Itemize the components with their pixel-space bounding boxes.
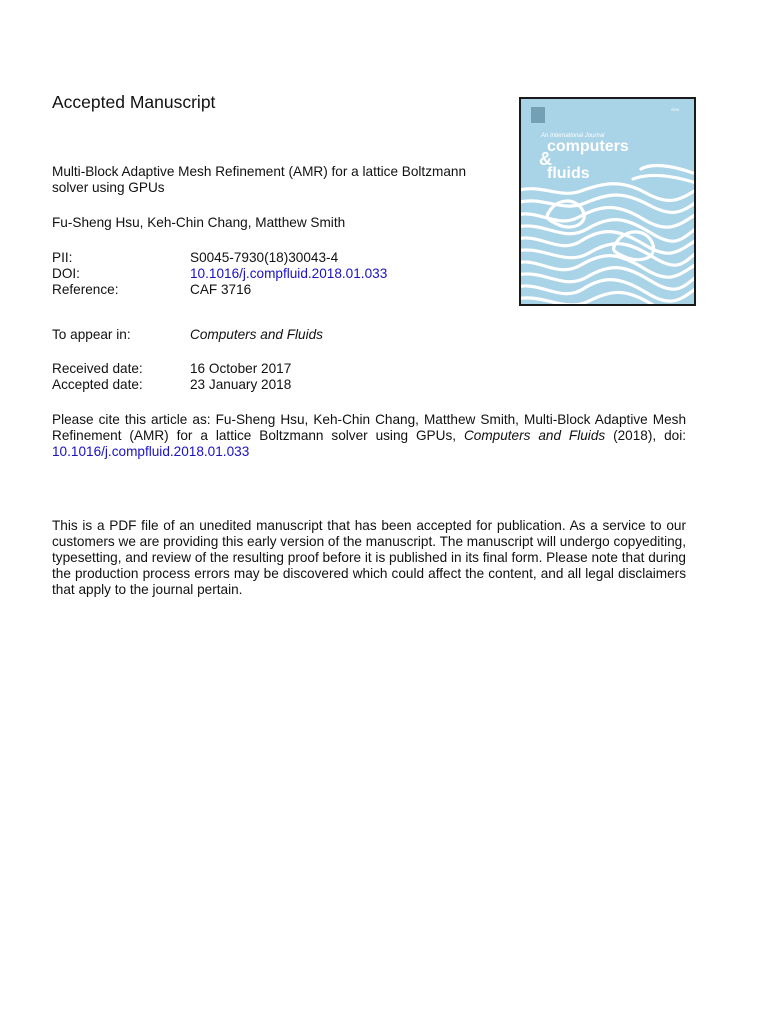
received-value: 16 October 2017 — [190, 361, 292, 376]
cover-title-ampersand: & — [539, 149, 552, 169]
reference-label: Reference: — [52, 282, 119, 297]
journal-cover-image — [519, 97, 696, 306]
pii-value: S0045-7930(18)30043-4 — [190, 250, 339, 265]
dates-block — [52, 361, 291, 393]
reference-value: CAF 3716 — [190, 282, 252, 297]
reference-row — [52, 282, 387, 298]
appear-row — [52, 327, 323, 343]
cover-title-line1: computers — [547, 138, 629, 155]
page-heading: Accepted Manuscript — [52, 92, 216, 112]
citation-text: Please cite this article as: Fu-Sheng Hsu, Keh-Chin Chang, Matthew Smith, Multi-Block Adaptive Mesh Refinement (AMR) for a lattice Boltzmann solver using GPUs, — [52, 412, 686, 443]
accepted-value: 23 January 2018 — [190, 377, 292, 392]
article-authors: Fu-Sheng Hsu, Keh-Chin Chang, Matthew Smith — [52, 215, 346, 230]
identifiers-block — [52, 250, 387, 298]
pii-row — [52, 250, 387, 266]
cover-issn: ISSN — [671, 108, 680, 112]
appear-journal: Computers and Fluids — [190, 327, 323, 342]
doi-label: DOI: — [52, 266, 80, 281]
received-row — [52, 361, 291, 377]
publisher-logo — [531, 107, 545, 123]
citation-doi-link[interactable]: 10.1016/j.compfluid.2018.01.033 — [52, 444, 250, 459]
received-label: Received date: — [52, 361, 143, 376]
article-title: Multi-Block Adaptive Mesh Refinement (AMR) for a lattice Boltzmann solver using GPUs — [52, 164, 467, 195]
disclaimer-paragraph: This is a PDF file of an unedited manuscript that has been accepted for publication. As a service to our customers we are providing this early version of the manuscript. The manuscript will undergo copyediting, typesetting, and review of the resulting proof before it is published in its final form. Please note that during the production process errors may be discovered which could affect the content, and all legal disclaimers that apply to the journal pertain. — [52, 518, 686, 597]
cover-subtitle: An International Journal — [541, 133, 605, 139]
appear-label: To appear in: — [52, 327, 131, 342]
accepted-row — [52, 377, 291, 393]
doi-row — [52, 266, 387, 282]
accepted-label: Accepted date: — [52, 377, 143, 392]
citation-journal: Computers and Fluids — [463, 428, 606, 443]
cover-artwork — [521, 99, 694, 304]
cover-title-line2: fluids — [547, 165, 590, 182]
appear-block — [52, 327, 323, 343]
citation-paragraph — [52, 412, 686, 460]
doi-link[interactable]: 10.1016/j.compfluid.2018.01.033 — [190, 266, 388, 281]
citation-year: (2018), doi: — [605, 428, 686, 443]
pii-label: PII: — [52, 250, 73, 265]
